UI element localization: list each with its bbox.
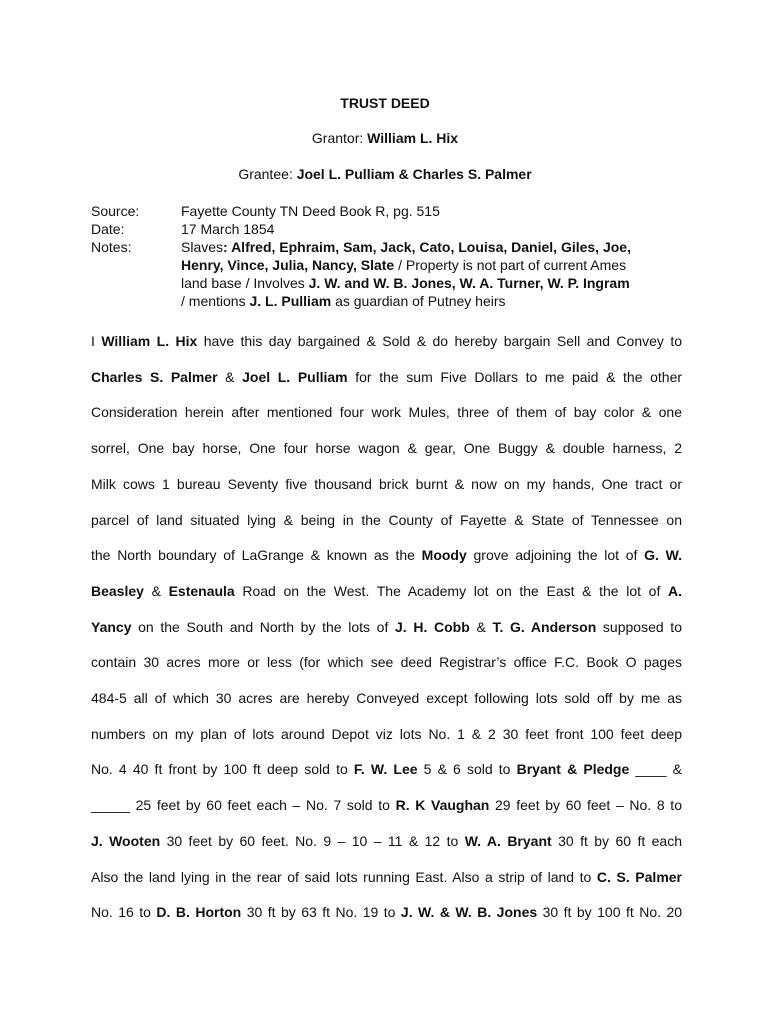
body-text: 30 ft by 60 ft each [551,832,682,849]
deed-body-text [91,324,682,931]
notes-bold-text: J. L. Pulliam [249,293,332,309]
body-line [91,395,682,431]
body-bold-text: Bryant & Pledge [516,761,630,778]
body-bold-text: C. S. Palmer [596,868,683,885]
body-line [91,538,682,574]
body-line [91,610,682,646]
body-text: for the sum Five Dollars to me paid & the other [347,368,683,385]
body-text: have this day bargained & Sold & do hereby bargain Sell and Convey to [197,333,683,349]
date-value: 17 March 1854 [181,221,275,237]
notes-line [181,292,681,310]
body-line [91,895,682,931]
notes-row [91,238,691,310]
body-text: the North boundary of LaGrange & known as the [91,547,422,564]
body-text: numbers on my plan of lots around Depot viz lots No. 1 & 2 30 feet front 100 feet deep [91,725,682,742]
body-line [91,503,682,539]
body-line [91,467,682,503]
grantee-line [0,166,770,182]
grantor-label: Grantor: [311,130,364,146]
body-bold-text: G. W. [644,547,682,564]
source-row [91,202,691,220]
body-text: No. 16 to [91,904,157,921]
notes-text: / mentions [181,293,250,309]
grantor-name: William L. Hix [367,130,459,146]
document-title: TRUST DEED [340,95,430,111]
body-bold-text: Joel L. Pulliam [242,368,348,385]
body-line [91,431,682,467]
body-bold-text: Charles S. Palmer [91,368,218,385]
body-bold-text: Estenaula [168,582,235,599]
notes-text: as guardian of Putney heirs [331,293,506,309]
body-bold-text: F. W. Lee [353,761,418,778]
body-text: grove adjoining the lot of [466,547,645,564]
notes-label: Notes: [91,239,132,255]
body-text: 30 ft by 100 ft No. 20 [537,904,683,921]
body-line [91,360,682,396]
body-line [91,717,682,753]
body-bold-text: J. W. & W. B. Jones [400,904,538,921]
date-row [91,220,691,238]
notes-value [181,238,681,310]
body-text: sorrel, One bay horse, One four horse wagon & gear, One Buggy & double harness, 2 [91,440,682,457]
grantee-name: Joel L. Pulliam & Charles S. Palmer [296,166,532,182]
grantee-label: Grantee: [238,166,293,182]
body-line [91,752,682,788]
source-value: Fayette County TN Deed Book R, pg. 515 [181,203,440,219]
date-label: Date: [91,221,125,237]
body-bold-text: D. B. Horton [156,904,242,921]
body-text: 5 & 6 sold to [417,761,517,778]
body-text: & [143,582,169,599]
body-line [91,788,682,824]
body-line [91,824,682,860]
body-bold-text: Yancy [91,618,132,635]
body-text: parcel of land situated lying & being in the County of Fayette & State of Tennessee on [91,511,682,528]
body-text: _____ 25 feet by 60 feet each – No. 7 sold to [91,797,396,814]
body-bold-text: T. G. Anderson [492,618,597,635]
body-line [91,324,682,360]
body-text: 30 feet by 60 feet. No. 9 – 10 – 11 & 12 to [160,832,465,849]
body-bold-text: William L. Hix [101,333,198,349]
body-line [91,860,682,896]
body-text: on the South and North by the lots of [131,618,396,635]
body-bold-text: R. K Vaughan [395,797,490,814]
body-bold-text: A. [668,582,682,599]
notes-bold-text: Henry, Vince, Julia, Nancy, Slate [181,257,395,273]
body-text: 29 feet by 60 feet – No. 8 to [489,797,682,814]
notes-line [181,238,681,256]
notes-text: Slaves [181,239,224,255]
body-bold-text: Beasley [91,582,144,599]
source-label: Source: [91,203,140,219]
body-bold-text: W. A. Bryant [464,832,552,849]
body-text: No. 4 40 ft front by 100 ft deep sold to [91,761,354,778]
body-line [91,681,682,717]
body-text: contain 30 acres more or less (for which see deed Registrar’s office F.C. Book O pages [91,654,682,671]
body-text: Consideration herein after mentioned four work Mules, three of them of bay color & one [91,404,682,421]
body-text: & [217,368,243,385]
notes-bold-text: : Alfred, Ephraim, Sam, Jack, Cato, Louisa, Daniel, Giles, Joe, [223,239,631,255]
body-line [91,645,682,681]
body-line [91,574,682,610]
body-text: & [469,618,493,635]
body-text: Milk cows 1 bureau Seventy five thousand brick burnt & now on my hands, One tract or [91,475,682,492]
notes-text: / Property is not part of current Ames [394,257,627,273]
notes-line [181,256,681,274]
body-text: supposed to [596,618,682,635]
body-text: Also the land lying in the rear of said lots running East. Also a strip of land to [91,868,597,885]
metadata-block [91,202,691,310]
notes-line [181,274,681,292]
body-text: I [91,333,102,349]
body-bold-text: Moody [421,547,467,564]
body-text: 30 ft by 63 ft No. 19 to [241,904,401,921]
body-text: ____ & [629,761,683,778]
body-text: Road on the West. The Academy lot on the East & the lot of [234,582,668,599]
body-bold-text: J. H. Cobb [395,618,470,635]
body-bold-text: J. Wooten [91,832,161,849]
grantor-line [0,130,770,146]
notes-bold-text: J. W. and W. B. Jones, W. A. Turner, W. P. Ingram [308,275,630,291]
notes-text: land base / Involves [181,275,309,291]
body-text: 484-5 all of which 30 acres are hereby Conveyed except following lots sold off by me as [91,690,682,707]
